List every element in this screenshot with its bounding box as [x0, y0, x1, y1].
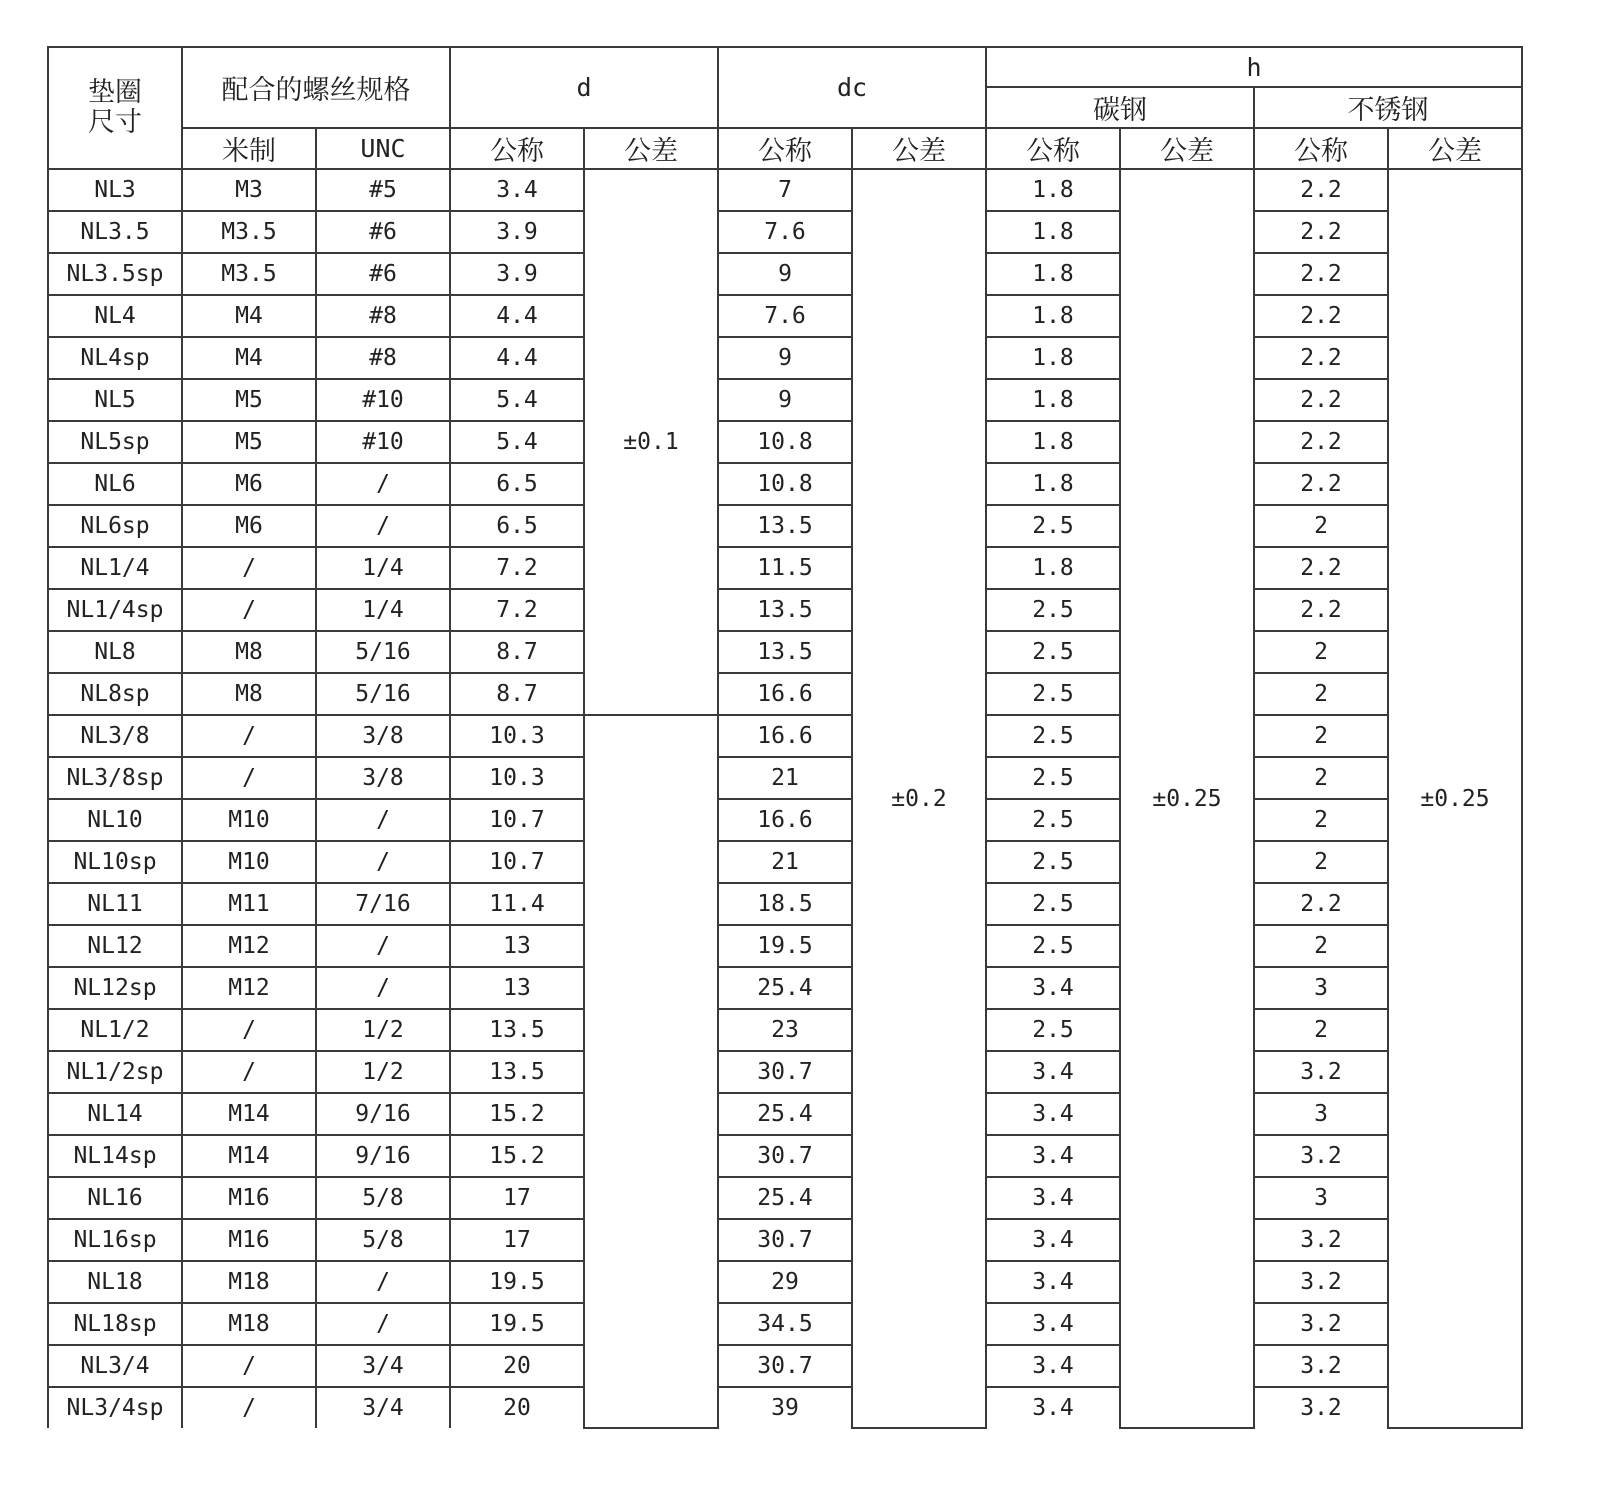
cell-h-stainless-nominal: 3 [1254, 1093, 1388, 1135]
cell-h-carbon-nominal: 3.4 [986, 1177, 1120, 1219]
cell-metric-thread: M18 [182, 1261, 316, 1303]
cell-d-tolerance-upper: ±0.1 [584, 169, 718, 715]
cell-unc-thread: 3/8 [316, 715, 450, 757]
cell-metric-thread: / [182, 1345, 316, 1387]
cell-d-nominal: 4.4 [450, 337, 584, 379]
cell-metric-thread: M14 [182, 1135, 316, 1177]
cell-h-carbon-nominal: 3.4 [986, 1051, 1120, 1093]
cell-h-carbon-nominal: 1.8 [986, 337, 1120, 379]
cell-dc-nominal: 16.6 [718, 799, 852, 841]
cell-d-nominal: 13 [450, 925, 584, 967]
cell-h-stainless-nominal: 2.2 [1254, 421, 1388, 463]
cell-h-stainless-nominal: 2 [1254, 715, 1388, 757]
cell-h-carbon-nominal: 3.4 [986, 1135, 1120, 1177]
header-d-tolerance: 公差 [584, 128, 718, 169]
table-row [48, 547, 1522, 589]
cell-h-stainless-tolerance: ±0.25 [1388, 169, 1522, 1428]
cell-unc-thread: 9/16 [316, 1135, 450, 1177]
cell-washer-size: NL5 [48, 379, 182, 421]
table-row [48, 169, 1522, 211]
cell-dc-nominal: 30.7 [718, 1135, 852, 1177]
cell-metric-thread: M5 [182, 379, 316, 421]
cell-unc-thread: / [316, 967, 450, 1009]
cell-h-carbon-nominal: 1.8 [986, 421, 1120, 463]
cell-h-carbon-nominal: 3.4 [986, 1303, 1120, 1345]
header-h: h [986, 47, 1522, 87]
cell-metric-thread: M14 [182, 1093, 316, 1135]
cell-dc-nominal: 21 [718, 757, 852, 799]
cell-dc-nominal: 16.6 [718, 715, 852, 757]
cell-metric-thread: M5 [182, 421, 316, 463]
cell-d-nominal: 8.7 [450, 631, 584, 673]
cell-d-nominal: 15.2 [450, 1135, 584, 1177]
cell-washer-size: NL3/4 [48, 1345, 182, 1387]
cell-h-stainless-nominal: 2.2 [1254, 883, 1388, 925]
header-mating-thread: 配合的螺丝规格 [182, 47, 450, 128]
cell-unc-thread: 3/4 [316, 1345, 450, 1387]
cell-washer-size: NL11 [48, 883, 182, 925]
cell-washer-size: NL18 [48, 1261, 182, 1303]
cell-h-stainless-nominal: 3 [1254, 967, 1388, 1009]
cell-h-carbon-nominal: 3.4 [986, 1219, 1120, 1261]
cell-d-nominal: 8.7 [450, 673, 584, 715]
header-d: d [450, 47, 718, 128]
cell-dc-nominal: 10.8 [718, 463, 852, 505]
cell-unc-thread: 5/16 [316, 631, 450, 673]
cell-washer-size: NL12sp [48, 967, 182, 1009]
washer-spec-table [47, 46, 1523, 1429]
cell-washer-size: NL16sp [48, 1219, 182, 1261]
cell-d-nominal: 13.5 [450, 1051, 584, 1093]
cell-washer-size: NL3.5sp [48, 253, 182, 295]
cell-d-nominal: 6.5 [450, 505, 584, 547]
table-row [48, 211, 1522, 253]
header-metric: 米制 [182, 128, 316, 169]
cell-h-carbon-nominal: 2.5 [986, 715, 1120, 757]
cell-washer-size: NL3/8 [48, 715, 182, 757]
cell-unc-thread: 1/4 [316, 547, 450, 589]
cell-washer-size: NL12 [48, 925, 182, 967]
cell-metric-thread: / [182, 1387, 316, 1428]
cell-dc-nominal: 9 [718, 337, 852, 379]
cell-metric-thread: / [182, 1009, 316, 1051]
cell-dc-nominal: 18.5 [718, 883, 852, 925]
cell-h-carbon-nominal: 2.5 [986, 925, 1120, 967]
cell-metric-thread: M8 [182, 673, 316, 715]
cell-unc-thread: 5/8 [316, 1177, 450, 1219]
cell-h-stainless-nominal: 2.2 [1254, 295, 1388, 337]
cell-washer-size: NL4 [48, 295, 182, 337]
cell-h-carbon-nominal: 1.8 [986, 547, 1120, 589]
cell-unc-thread: 3/4 [316, 1387, 450, 1428]
cell-h-stainless-nominal: 2.2 [1254, 589, 1388, 631]
cell-h-carbon-nominal: 1.8 [986, 463, 1120, 505]
cell-metric-thread: M12 [182, 925, 316, 967]
cell-metric-thread: M6 [182, 463, 316, 505]
cell-metric-thread: M16 [182, 1219, 316, 1261]
cell-d-nominal: 13 [450, 967, 584, 1009]
table-row [48, 757, 1522, 799]
cell-h-stainless-nominal: 2.2 [1254, 169, 1388, 211]
cell-d-nominal: 5.4 [450, 379, 584, 421]
cell-metric-thread: M4 [182, 337, 316, 379]
table-row [48, 631, 1522, 673]
cell-metric-thread: / [182, 1051, 316, 1093]
cell-washer-size: NL10 [48, 799, 182, 841]
table-row [48, 253, 1522, 295]
cell-d-tolerance-lower [584, 715, 718, 1428]
cell-h-stainless-nominal: 2.2 [1254, 463, 1388, 505]
cell-h-stainless-nominal: 2 [1254, 841, 1388, 883]
cell-unc-thread: 1/2 [316, 1051, 450, 1093]
cell-unc-thread: / [316, 463, 450, 505]
header-stainless-steel: 不锈钢 [1254, 87, 1522, 128]
cell-d-nominal: 7.2 [450, 547, 584, 589]
table-row [48, 1387, 1522, 1428]
cell-h-stainless-nominal: 3.2 [1254, 1219, 1388, 1261]
cell-dc-nominal: 13.5 [718, 505, 852, 547]
cell-d-nominal: 17 [450, 1177, 584, 1219]
cell-d-nominal: 17 [450, 1219, 584, 1261]
header-h-carbon-tolerance: 公差 [1120, 128, 1254, 169]
cell-washer-size: NL4sp [48, 337, 182, 379]
cell-unc-thread: #6 [316, 211, 450, 253]
cell-unc-thread: / [316, 1261, 450, 1303]
table-row [48, 379, 1522, 421]
cell-washer-size: NL3/4sp [48, 1387, 182, 1428]
cell-dc-nominal: 30.7 [718, 1345, 852, 1387]
cell-h-carbon-nominal: 2.5 [986, 841, 1120, 883]
table-row [48, 1219, 1522, 1261]
cell-d-nominal: 4.4 [450, 295, 584, 337]
cell-dc-tolerance: ±0.2 [852, 169, 986, 1428]
cell-washer-size: NL3.5 [48, 211, 182, 253]
cell-h-carbon-nominal: 1.8 [986, 211, 1120, 253]
cell-metric-thread: M3 [182, 169, 316, 211]
cell-d-nominal: 7.2 [450, 589, 584, 631]
cell-h-carbon-nominal: 2.5 [986, 673, 1120, 715]
cell-washer-size: NL14sp [48, 1135, 182, 1177]
cell-dc-nominal: 7 [718, 169, 852, 211]
cell-dc-nominal: 9 [718, 253, 852, 295]
header-dc-tolerance: 公差 [852, 128, 986, 169]
cell-unc-thread: #5 [316, 169, 450, 211]
cell-dc-nominal: 23 [718, 1009, 852, 1051]
cell-h-carbon-nominal: 2.5 [986, 883, 1120, 925]
cell-dc-nominal: 10.8 [718, 421, 852, 463]
table-row [48, 1009, 1522, 1051]
cell-h-stainless-nominal: 3.2 [1254, 1345, 1388, 1387]
cell-washer-size: NL3/8sp [48, 757, 182, 799]
cell-h-stainless-nominal: 2 [1254, 673, 1388, 715]
cell-metric-thread: M3.5 [182, 211, 316, 253]
cell-d-nominal: 20 [450, 1345, 584, 1387]
cell-unc-thread: / [316, 505, 450, 547]
cell-unc-thread: #6 [316, 253, 450, 295]
cell-dc-nominal: 25.4 [718, 1177, 852, 1219]
cell-d-nominal: 3.9 [450, 253, 584, 295]
cell-dc-nominal: 34.5 [718, 1303, 852, 1345]
cell-dc-nominal: 19.5 [718, 925, 852, 967]
header-washer-size: 垫圈尺寸 [48, 47, 182, 169]
cell-d-nominal: 3.4 [450, 169, 584, 211]
cell-dc-nominal: 7.6 [718, 295, 852, 337]
table-row [48, 1093, 1522, 1135]
cell-h-stainless-nominal: 2 [1254, 505, 1388, 547]
table-row [48, 1135, 1522, 1177]
cell-washer-size: NL1/2 [48, 1009, 182, 1051]
header-dc: dc [718, 47, 986, 128]
table-row [48, 841, 1522, 883]
cell-d-nominal: 10.3 [450, 715, 584, 757]
cell-washer-size: NL6sp [48, 505, 182, 547]
cell-h-stainless-nominal: 2 [1254, 757, 1388, 799]
cell-unc-thread: 7/16 [316, 883, 450, 925]
cell-metric-thread: M18 [182, 1303, 316, 1345]
cell-h-stainless-nominal: 2 [1254, 799, 1388, 841]
cell-unc-thread: / [316, 1303, 450, 1345]
cell-unc-thread: 1/2 [316, 1009, 450, 1051]
cell-d-nominal: 11.4 [450, 883, 584, 925]
cell-dc-nominal: 7.6 [718, 211, 852, 253]
cell-d-nominal: 10.7 [450, 799, 584, 841]
cell-metric-thread: M10 [182, 799, 316, 841]
cell-h-stainless-nominal: 3.2 [1254, 1261, 1388, 1303]
cell-unc-thread: 5/16 [316, 673, 450, 715]
table-row [48, 925, 1522, 967]
cell-washer-size: NL8sp [48, 673, 182, 715]
cell-h-carbon-nominal: 3.4 [986, 1387, 1120, 1428]
cell-h-stainless-nominal: 2.2 [1254, 379, 1388, 421]
cell-h-stainless-nominal: 2 [1254, 1009, 1388, 1051]
cell-h-carbon-nominal: 2.5 [986, 757, 1120, 799]
cell-d-nominal: 3.9 [450, 211, 584, 253]
cell-metric-thread: / [182, 589, 316, 631]
cell-unc-thread: / [316, 841, 450, 883]
cell-h-carbon-nominal: 2.5 [986, 505, 1120, 547]
table-row [48, 1051, 1522, 1093]
cell-unc-thread: / [316, 799, 450, 841]
table-row [48, 715, 1522, 757]
cell-washer-size: NL1/2sp [48, 1051, 182, 1093]
cell-dc-nominal: 21 [718, 841, 852, 883]
cell-d-nominal: 19.5 [450, 1261, 584, 1303]
table-row [48, 589, 1522, 631]
cell-dc-nominal: 9 [718, 379, 852, 421]
cell-unc-thread: #10 [316, 421, 450, 463]
cell-unc-thread: / [316, 925, 450, 967]
header-carbon-steel: 碳钢 [986, 87, 1254, 128]
cell-h-stainless-nominal: 3.2 [1254, 1051, 1388, 1093]
cell-unc-thread: #8 [316, 295, 450, 337]
cell-dc-nominal: 11.5 [718, 547, 852, 589]
table-row [48, 295, 1522, 337]
cell-h-carbon-nominal: 3.4 [986, 1261, 1120, 1303]
table-row [48, 673, 1522, 715]
table-row [48, 1345, 1522, 1387]
cell-washer-size: NL8 [48, 631, 182, 673]
cell-d-nominal: 13.5 [450, 1009, 584, 1051]
header-h-stainless-tolerance: 公差 [1388, 128, 1522, 169]
cell-h-carbon-nominal: 2.5 [986, 589, 1120, 631]
table-row [48, 1303, 1522, 1345]
cell-washer-size: NL10sp [48, 841, 182, 883]
cell-d-nominal: 19.5 [450, 1303, 584, 1345]
cell-dc-nominal: 16.6 [718, 673, 852, 715]
table-row [48, 799, 1522, 841]
table-row [48, 967, 1522, 1009]
cell-h-carbon-nominal: 3.4 [986, 1093, 1120, 1135]
cell-dc-nominal: 13.5 [718, 631, 852, 673]
cell-metric-thread: M11 [182, 883, 316, 925]
cell-washer-size: NL1/4 [48, 547, 182, 589]
cell-h-stainless-nominal: 2.2 [1254, 253, 1388, 295]
cell-metric-thread: / [182, 757, 316, 799]
cell-dc-nominal: 39 [718, 1387, 852, 1428]
cell-unc-thread: #10 [316, 379, 450, 421]
cell-washer-size: NL14 [48, 1093, 182, 1135]
cell-h-carbon-nominal: 2.5 [986, 1009, 1120, 1051]
cell-dc-nominal: 13.5 [718, 589, 852, 631]
header-d-nominal: 公称 [450, 128, 584, 169]
cell-unc-thread: 5/8 [316, 1219, 450, 1261]
table-row [48, 463, 1522, 505]
table-row [48, 421, 1522, 463]
cell-metric-thread: M12 [182, 967, 316, 1009]
cell-metric-thread: / [182, 547, 316, 589]
cell-h-stainless-nominal: 2.2 [1254, 211, 1388, 253]
cell-dc-nominal: 25.4 [718, 967, 852, 1009]
cell-dc-nominal: 29 [718, 1261, 852, 1303]
cell-h-carbon-nominal: 1.8 [986, 253, 1120, 295]
cell-h-carbon-nominal: 2.5 [986, 799, 1120, 841]
table-row [48, 505, 1522, 547]
cell-h-stainless-nominal: 2 [1254, 925, 1388, 967]
cell-h-carbon-nominal: 1.8 [986, 295, 1120, 337]
cell-dc-nominal: 30.7 [718, 1051, 852, 1093]
cell-h-carbon-nominal: 3.4 [986, 967, 1120, 1009]
cell-h-carbon-nominal: 2.5 [986, 631, 1120, 673]
table-row [48, 337, 1522, 379]
cell-h-stainless-nominal: 2.2 [1254, 547, 1388, 589]
cell-h-carbon-nominal: 1.8 [986, 169, 1120, 211]
header-unc: UNC [316, 128, 450, 169]
table-row [48, 883, 1522, 925]
cell-metric-thread: M16 [182, 1177, 316, 1219]
cell-h-stainless-nominal: 3 [1254, 1177, 1388, 1219]
cell-dc-nominal: 30.7 [718, 1219, 852, 1261]
cell-h-carbon-tolerance: ±0.25 [1120, 169, 1254, 1428]
header-dc-nominal: 公称 [718, 128, 852, 169]
cell-unc-thread: 3/8 [316, 757, 450, 799]
cell-washer-size: NL16 [48, 1177, 182, 1219]
table-row [48, 1261, 1522, 1303]
cell-metric-thread: M3.5 [182, 253, 316, 295]
cell-washer-size: NL5sp [48, 421, 182, 463]
cell-washer-size: NL3 [48, 169, 182, 211]
cell-d-nominal: 10.7 [450, 841, 584, 883]
cell-unc-thread: 1/4 [316, 589, 450, 631]
cell-d-nominal: 10.3 [450, 757, 584, 799]
cell-metric-thread: M10 [182, 841, 316, 883]
cell-h-carbon-nominal: 3.4 [986, 1345, 1120, 1387]
cell-metric-thread: M4 [182, 295, 316, 337]
cell-washer-size: NL1/4sp [48, 589, 182, 631]
cell-metric-thread: M6 [182, 505, 316, 547]
cell-d-nominal: 20 [450, 1387, 584, 1428]
cell-h-stainless-nominal: 2 [1254, 631, 1388, 673]
cell-d-nominal: 6.5 [450, 463, 584, 505]
table-row [48, 1177, 1522, 1219]
header-h-stainless-nominal: 公称 [1254, 128, 1388, 169]
cell-d-nominal: 5.4 [450, 421, 584, 463]
cell-washer-size: NL18sp [48, 1303, 182, 1345]
cell-h-stainless-nominal: 3.2 [1254, 1387, 1388, 1428]
cell-washer-size: NL6 [48, 463, 182, 505]
cell-h-stainless-nominal: 2.2 [1254, 337, 1388, 379]
cell-d-nominal: 15.2 [450, 1093, 584, 1135]
cell-h-carbon-nominal: 1.8 [986, 379, 1120, 421]
cell-h-stainless-nominal: 3.2 [1254, 1135, 1388, 1177]
cell-metric-thread: / [182, 715, 316, 757]
cell-unc-thread: 9/16 [316, 1093, 450, 1135]
header-h-carbon-nominal: 公称 [986, 128, 1120, 169]
cell-h-stainless-nominal: 3.2 [1254, 1303, 1388, 1345]
cell-unc-thread: #8 [316, 337, 450, 379]
cell-metric-thread: M8 [182, 631, 316, 673]
cell-dc-nominal: 25.4 [718, 1093, 852, 1135]
